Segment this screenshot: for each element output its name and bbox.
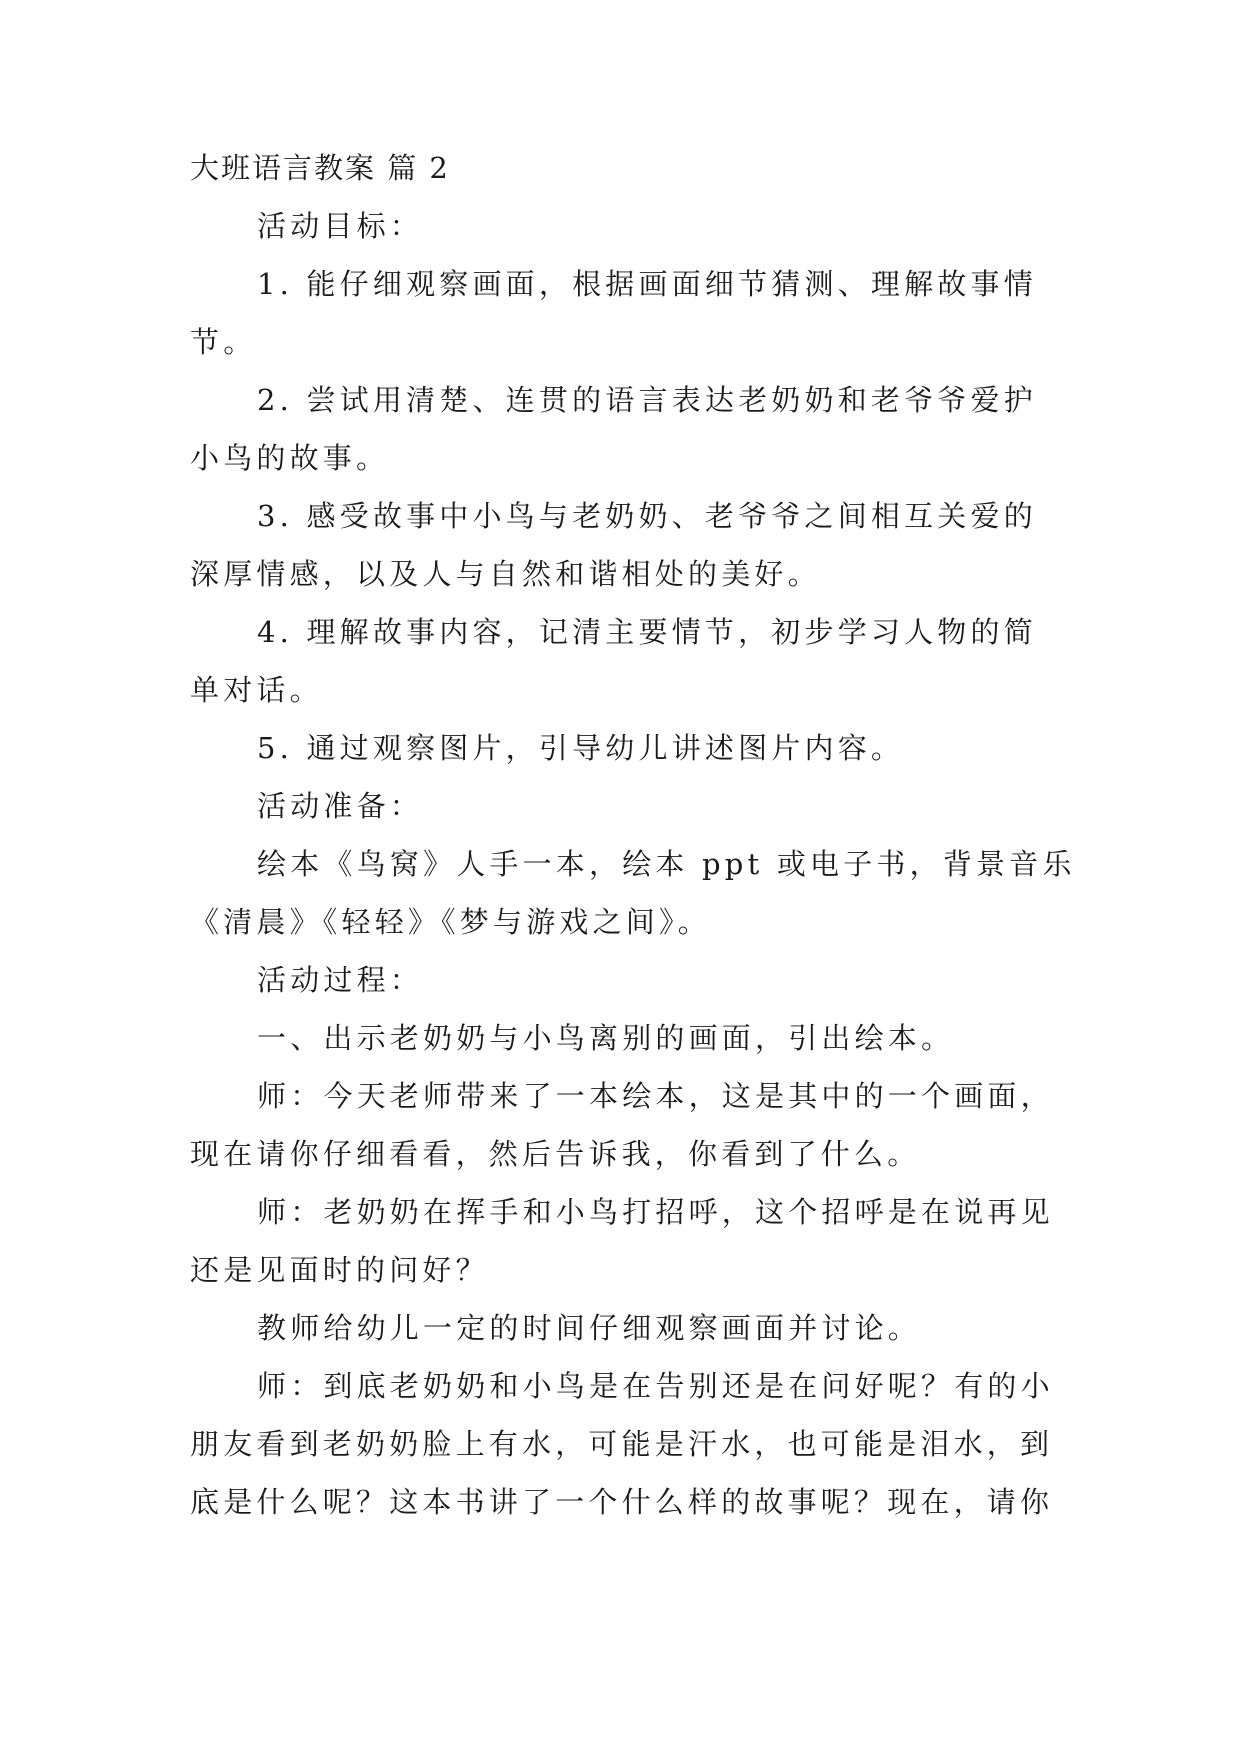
section-heading-preparation: 活动准备： bbox=[257, 789, 424, 823]
paragraph-line: 《清晨》《轻轻》《梦与游戏之间》。 bbox=[190, 905, 711, 939]
paragraph-line: 5. 通过观察图片，引导幼儿讲述图片内容。 bbox=[257, 731, 905, 765]
paragraph-line: 小鸟的故事。 bbox=[190, 441, 390, 475]
section-heading-goals: 活动目标： bbox=[257, 209, 424, 243]
paragraph-line: 师：今天老师带来了一本绘本，这是其中的一个画面， bbox=[257, 1079, 1054, 1113]
paragraph-line: 1. 能仔细观察画面，根据画面细节猜测、理解故事情 bbox=[257, 267, 1037, 301]
paragraph-line: 节。 bbox=[190, 325, 257, 359]
paragraph-line: 深厚情感，以及人与自然和谐相处的美好。 bbox=[190, 557, 821, 591]
paragraph-line: 教师给幼儿一定的时间仔细观察画面并讨论。 bbox=[257, 1311, 922, 1345]
document-title: 大班语言教案 篇 2 bbox=[190, 151, 450, 185]
paragraph-line: 师：到底老奶奶和小鸟是在告别还是在问好呢？有的小 bbox=[257, 1369, 1054, 1403]
paragraph-line: 一、出示老奶奶与小鸟离别的画面，引出绘本。 bbox=[257, 1021, 955, 1055]
paragraph-line: 还是见面时的问好？ bbox=[190, 1253, 489, 1287]
paragraph-line: 底是什么呢？这本书讲了一个什么样的故事呢？现在，请你 bbox=[190, 1485, 1054, 1519]
paragraph-line: 3. 感受故事中小鸟与老奶奶、老爷爷之间相互关爱的 bbox=[257, 499, 1037, 533]
paragraph-line: 4. 理解故事内容，记清主要情节，初步学习人物的简 bbox=[257, 615, 1037, 649]
paragraph-line: 现在请你仔细看看，然后告诉我，你看到了什么。 bbox=[190, 1137, 921, 1171]
section-heading-process: 活动过程： bbox=[257, 963, 424, 997]
paragraph-line: 单对话。 bbox=[190, 673, 323, 707]
paragraph-line: 师：老奶奶在挥手和小鸟打招呼，这个招呼是在说再见 bbox=[257, 1195, 1054, 1229]
paragraph-line: 绘本《鸟窝》人手一本，绘本 ppt 或电子书，背景音乐 bbox=[257, 847, 1076, 881]
paragraph-line: 朋友看到老奶奶脸上有水，可能是汗水，也可能是泪水，到 bbox=[190, 1427, 1054, 1461]
paragraph-line: 2. 尝试用清楚、连贯的语言表达老奶奶和老爷爷爱护 bbox=[257, 383, 1037, 417]
